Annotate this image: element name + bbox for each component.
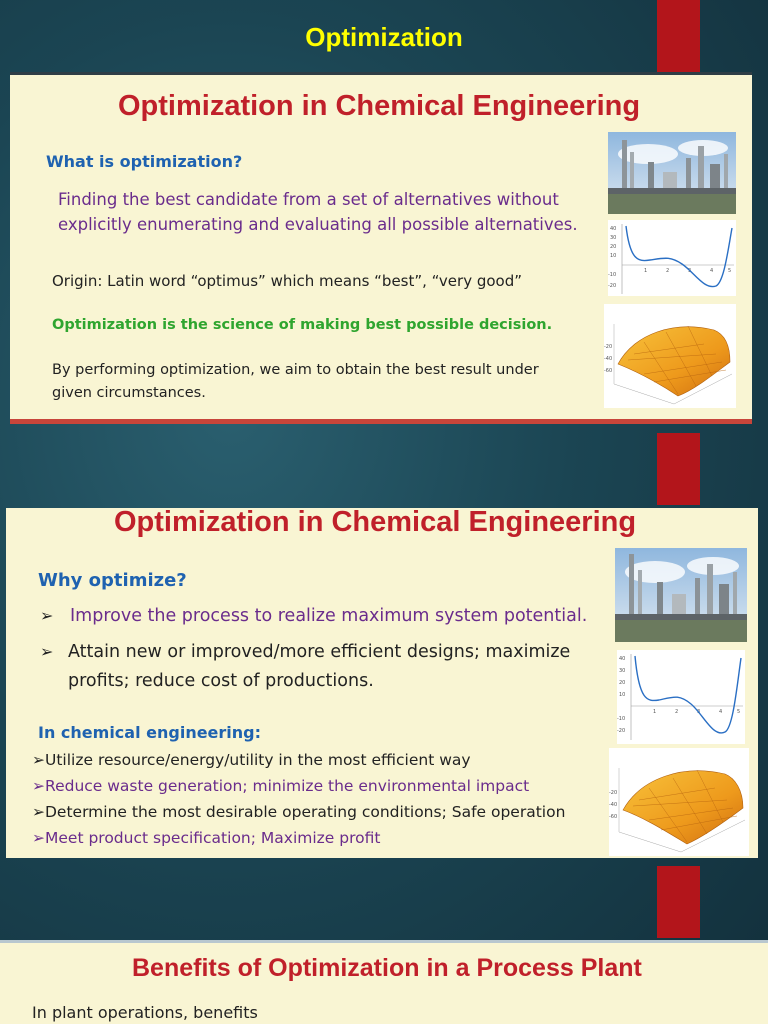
graph-2-x-tick-1: 1 xyxy=(653,709,657,715)
bullet-2-line-2: profits; reduce cost of productions. xyxy=(68,671,374,691)
surface-2-z-tick-3: -60 xyxy=(609,814,618,820)
list-item-4 xyxy=(32,829,380,847)
list-item-3-arrow: ➢ xyxy=(32,803,45,821)
slide-3-intro: In plant operations, benefits xyxy=(32,1003,258,1022)
graph-x-tick-4: 4 xyxy=(710,268,714,274)
list-item-1 xyxy=(32,751,471,769)
slide-3 xyxy=(0,940,768,1024)
graph-y-tick-1: 40 xyxy=(610,226,617,232)
graph-2-y-tick-6: -20 xyxy=(617,728,626,734)
list-item-1-arrow: ➢ xyxy=(32,751,45,769)
slide-1 xyxy=(10,72,752,424)
aim-line-1: By performing optimization, we aim to obtain the best result under xyxy=(52,362,539,378)
list-item-1-text: Utilize resource/energy/utility in the most efficient way xyxy=(45,751,471,769)
refinery-photo-2 xyxy=(615,548,747,642)
list-item-2-arrow: ➢ xyxy=(32,777,45,795)
bullet-2-line-1: Attain new or improved/more efficient designs; maximize xyxy=(68,642,571,662)
graph-x-tick-5: 5 xyxy=(728,268,732,274)
list-item-4-text: Meet product specification; Maximize profit xyxy=(45,829,381,847)
graph-2-y-tick-5: -10 xyxy=(617,716,626,722)
slide-1-heading: Optimization in Chemical Engineering xyxy=(118,90,641,122)
decorative-red-bar-3 xyxy=(657,866,700,938)
why-optimize-question: Why optimize? xyxy=(38,570,187,591)
slide-2 xyxy=(6,508,758,858)
list-item-2-text: Reduce waste generation; minimize the environmental impact xyxy=(45,777,530,795)
refinery-photo xyxy=(608,132,736,214)
what-is-optimization-question: What is optimization? xyxy=(46,152,243,171)
slide-3-top-rule xyxy=(0,940,768,943)
function-graph xyxy=(608,220,736,296)
graph-2-x-tick-3: 3 xyxy=(697,709,701,715)
function-graph-2 xyxy=(617,650,745,744)
graph-2-x-tick-5: 5 xyxy=(737,709,741,715)
science-text: Optimization is the science of making best possible decision. xyxy=(52,317,553,333)
graph-2-y-tick-2: 30 xyxy=(619,668,626,674)
slide-2-heading: Optimization in Chemical Engineering xyxy=(114,508,637,538)
graph-y-tick-6: -20 xyxy=(608,283,617,289)
graph-2-x-tick-2: 2 xyxy=(675,709,679,715)
in-chemical-engineering-subheading: In chemical engineering: xyxy=(38,723,262,742)
list-item-3 xyxy=(32,803,565,821)
bullet-1-arrow: ➢ xyxy=(40,606,54,625)
bullet-2-arrow: ➢ xyxy=(40,642,54,661)
surface-2-z-tick-1: -20 xyxy=(609,790,618,796)
surface-z-tick-1: -20 xyxy=(604,344,613,350)
surface-z-tick-2: -40 xyxy=(604,356,613,362)
graph-y-tick-2: 30 xyxy=(610,235,617,241)
graph-x-tick-2: 2 xyxy=(666,268,670,274)
page-title: Optimization xyxy=(305,22,463,52)
surface-plot xyxy=(604,304,736,408)
graph-2-y-tick-1: 40 xyxy=(619,656,626,662)
surface-2-z-tick-2: -40 xyxy=(609,802,618,808)
slide-3-heading: Benefits of Optimization in a Process Plant xyxy=(132,954,642,982)
graph-2-x-tick-4: 4 xyxy=(719,709,723,715)
slide-1-top-rule xyxy=(10,72,752,75)
decorative-red-bar-2 xyxy=(657,433,700,505)
list-item-3-text: Determine the most desirable operating conditions; Safe operation xyxy=(45,803,566,821)
aim-line-2: given circumstances. xyxy=(52,385,206,401)
slide-1-bottom-rule xyxy=(10,419,752,424)
graph-2-y-tick-3: 20 xyxy=(619,680,626,686)
graph-x-tick-1: 1 xyxy=(644,268,648,274)
surface-z-tick-3: -60 xyxy=(604,368,613,374)
definition-line-2: explicitly enumerating and evaluating all possible alternatives. xyxy=(58,215,578,234)
bullet-1-text: Improve the process to realize maximum system potential. xyxy=(70,606,588,626)
graph-y-tick-3: 20 xyxy=(610,244,617,250)
graph-y-tick-5: -10 xyxy=(608,272,617,278)
origin-text: Origin: Latin word “optimus” which means “best”, “very good” xyxy=(52,272,523,290)
list-item-2 xyxy=(32,777,529,795)
definition-line-1: Finding the best candidate from a set of alternatives without xyxy=(58,190,559,209)
surface-plot-2 xyxy=(609,748,749,856)
list-item-4-arrow: ➢ xyxy=(32,829,45,847)
graph-y-tick-4: 10 xyxy=(610,253,617,259)
graph-x-tick-3: 3 xyxy=(688,268,692,274)
graph-2-y-tick-4: 10 xyxy=(619,692,626,698)
